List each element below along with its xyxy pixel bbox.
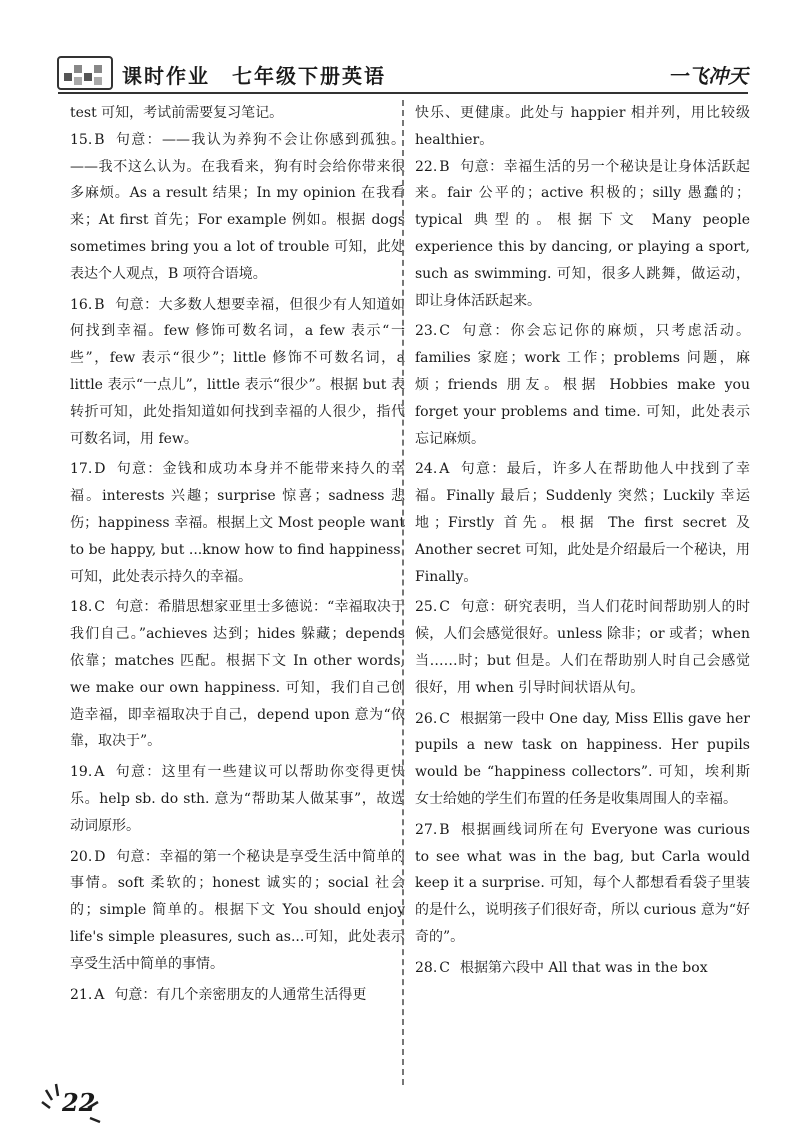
explanation-text: 句意：幸福生活的另一个秘诀是让身体活跃起来。fair 公平的；active 积极的；silly 愚蠢的；typical 典型的。根据下文 Many people experience this by dancing, or playing a sport, such as swimming. 可知，很多人跳舞，做运动，即让身体活跃起来。 bbox=[415, 158, 750, 309]
explanation-text: 句意：你会忘记你的麻烦，只考虑活动。families 家庭；work 工作；problems 问题，麻烦；friends 朋友。根据 Hobbies make you forget your problems and time. 可知，此处表示忘记麻烦。 bbox=[415, 323, 750, 447]
column-divider bbox=[402, 100, 404, 1085]
explanation-text: 句意：有几个亲密朋友的人通常生活得更 bbox=[114, 986, 367, 1003]
answer-item bbox=[415, 154, 750, 315]
answer-item bbox=[70, 292, 405, 453]
left-continuation: test 可知，考试前需要复习笔记。 bbox=[70, 105, 284, 121]
page-header bbox=[0, 0, 800, 96]
left-answer-list bbox=[70, 127, 405, 1009]
answer-letter: A bbox=[94, 986, 105, 1003]
answer-letter: B bbox=[94, 131, 105, 148]
answer-letter: A bbox=[94, 764, 105, 781]
header-rule bbox=[58, 92, 748, 94]
question-number: 25. bbox=[415, 599, 438, 616]
question-number: 19. bbox=[70, 764, 93, 781]
question-number: 26. bbox=[415, 710, 438, 727]
answer-item bbox=[415, 706, 750, 813]
answer-item bbox=[70, 456, 405, 590]
answer-letter: C bbox=[94, 599, 105, 616]
answer-letter: A bbox=[439, 461, 450, 478]
explanation-text: 句意：大多数人想要幸福，但很少有人知道如何找到幸福。few 修饰可数名词，a few 表示“一些”，few 表示“很少”；little 修饰不可数名词，a little 表示“一点儿”，little 表示“很少”。根据 but 表转折可知，此处指知道如何找到幸福的人很少，指代可数名词，用 few。 bbox=[70, 296, 405, 447]
answer-item bbox=[415, 318, 750, 452]
answer-letter: C bbox=[439, 323, 450, 340]
explanation-text: 根据画线词所在句 Everyone was curious to see what was in the bag, but Carla would keep it a surprise. 可知，每个人都想看看袋子里装的是什么，说明孩子们很好奇，所以 curious 意为“好奇的”。 bbox=[415, 821, 750, 945]
explanation-text: 句意：这里有一些建议可以帮助你变得更快乐。help sb. do sth. 意为“帮助某人做某事”，故选动词原形。 bbox=[70, 764, 405, 834]
page-number: 22 bbox=[62, 1088, 96, 1117]
answer-letter: D bbox=[94, 461, 106, 478]
explanation-text: 句意：——我认为养狗不会让你感到孤独。——我不这么认为。在我看来，狗有时会给你带来很多麻烦。As a result 结果；In my opinion 在我看来；At first 首先；For example 例如。根据 dogs sometimes bring you a lot of trouble 可知，此处表达个人观点，B 项符合语境。 bbox=[70, 131, 405, 282]
question-number: 17. bbox=[70, 461, 93, 478]
answer-item bbox=[70, 594, 405, 755]
answer-item bbox=[70, 982, 405, 1009]
question-number: 24. bbox=[415, 461, 438, 478]
question-number: 16. bbox=[70, 296, 93, 313]
explanation-text: 句意：最后，许多人在帮助他人中找到了幸福。Finally 最后；Suddenly 突然；Luckily 幸运地；Firstly 首先。根据 The first secret 及 Another secret 可知，此处是介绍最后一个秘诀，用 Finally。 bbox=[415, 461, 750, 585]
explanation-text: 句意：研究表明，当人们花时间帮助别人的时候，人们会感觉很好。unless 除非；or 或者；when 当……时；but 但是。人们在帮助别人时自己会感觉很好，用 when 引导时间状语从句。 bbox=[415, 599, 750, 696]
answer-item bbox=[415, 955, 750, 982]
question-number: 15. bbox=[70, 131, 93, 148]
question-number: 18. bbox=[70, 599, 93, 616]
right-column bbox=[415, 100, 750, 986]
answer-letter: C bbox=[439, 959, 450, 976]
left-column bbox=[70, 100, 405, 1012]
explanation-text: 句意：金钱和成功本身并不能带来持久的幸福。interests 兴趣；surprise 惊喜；sadness 悲伤；happiness 幸福。根据上文 Most people want to be happy, but ...know how to find happiness. 可知，此处表示持久的幸福。 bbox=[70, 461, 405, 585]
right-continuation: 快乐、更健康。此处与 happier 相并列，用比较级 healthier。 bbox=[415, 105, 750, 148]
right-answer-list bbox=[415, 154, 750, 982]
question-number: 22. bbox=[415, 158, 438, 175]
answer-item bbox=[415, 817, 750, 951]
explanation-text: 句意：幸福的第一个秘诀是享受生活中简单的事情。soft 柔软的；honest 诚实的；social 社会的；simple 简单的。根据下文 You should enjoy life's simple pleasures, such as...可知，此处表示享受生活中简单的事情。 bbox=[70, 848, 405, 972]
answer-letter: C bbox=[439, 710, 450, 727]
answer-letter: B bbox=[439, 158, 450, 175]
question-number: 20. bbox=[70, 848, 93, 865]
question-number: 21. bbox=[70, 986, 93, 1003]
question-number: 28. bbox=[415, 959, 438, 976]
page-number-badge bbox=[40, 1078, 110, 1128]
answer-item bbox=[70, 759, 405, 839]
explanation-text: 根据第一段中 One day, Miss Ellis gave her pupils a new task on happiness. Her pupils would be “happiness collectors”. 可知，埃利斯女士给她的学生们布置的任务是收集周围人的幸福。 bbox=[415, 710, 750, 807]
header-title: 课时作业 七年级下册英语 bbox=[122, 64, 386, 88]
header-logo-icon bbox=[56, 55, 114, 91]
question-number: 27. bbox=[415, 821, 438, 838]
answer-item bbox=[70, 127, 405, 288]
answer-item bbox=[70, 844, 405, 978]
answer-letter: C bbox=[439, 599, 450, 616]
answer-item bbox=[415, 456, 750, 590]
explanation-text: 句意：希腊思想家亚里士多德说：“幸福取决于我们自己。”achieves 达到；hides 躲藏；depends 依靠；matches 匹配。根据下文 In other words, we make our own happiness. 可知，我们自己创造幸福，即幸福取决于自己，depend upon 意为“依靠，取决于”。 bbox=[70, 599, 405, 750]
answer-item bbox=[415, 594, 750, 701]
answer-letter: B bbox=[439, 821, 450, 838]
answer-letter: D bbox=[94, 848, 106, 865]
explanation-text: 根据第六段中 All that was in the box bbox=[459, 959, 708, 976]
answer-letter: B bbox=[94, 296, 105, 313]
brand-logo: 一飞冲天 bbox=[668, 64, 748, 88]
question-number: 23. bbox=[415, 323, 438, 340]
